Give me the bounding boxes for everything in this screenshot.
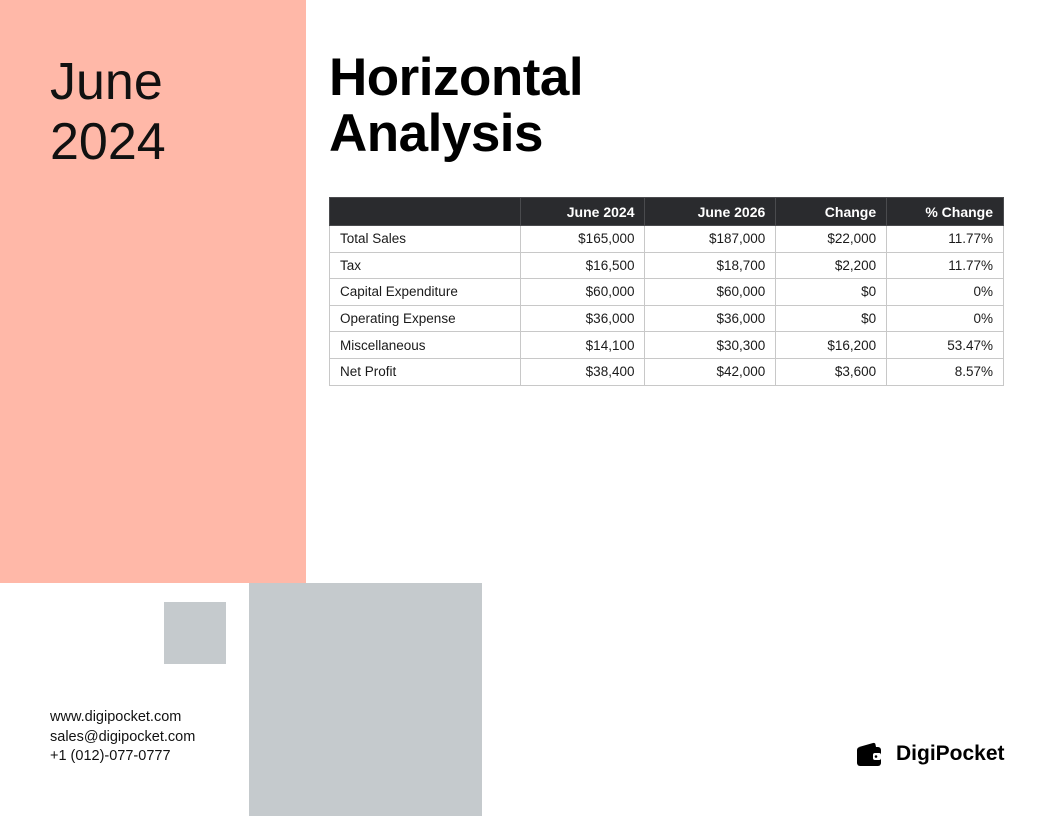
header-june-2024: June 2024 — [520, 198, 645, 226]
header-percent-change: % Change — [887, 198, 1004, 226]
cell-change: $0 — [776, 305, 887, 332]
cell-change: $3,600 — [776, 358, 887, 385]
contact-website: www.digipocket.com — [50, 709, 182, 725]
analysis-table — [329, 197, 1004, 386]
cell-june-2024: $60,000 — [520, 279, 645, 306]
date-month: June — [50, 53, 163, 111]
contact-info — [50, 708, 195, 767]
decorative-square-large — [249, 583, 482, 816]
row-label: Miscellaneous — [330, 332, 521, 359]
cell-june-2026: $18,700 — [645, 252, 776, 279]
contact-email: sales@digipocket.com — [50, 728, 196, 745]
contact-phone: +1 (012)-077-0777 — [50, 748, 171, 764]
brand-name: DigiPocket — [896, 742, 1005, 765]
cell-percent-change: 0% — [887, 279, 1004, 306]
cell-june-2024: $38,400 — [520, 358, 645, 385]
row-label: Tax — [330, 252, 521, 279]
cell-june-2024: $165,000 — [520, 226, 645, 253]
cell-percent-change: 53.47% — [887, 332, 1004, 359]
page-title — [329, 50, 583, 162]
cell-june-2026: $42,000 — [645, 358, 776, 385]
cell-percent-change: 8.57% — [887, 358, 1004, 385]
cell-percent-change: 11.77% — [887, 226, 1004, 253]
table-header-row — [330, 198, 1004, 226]
table-row — [330, 279, 1004, 306]
report-date — [50, 52, 166, 172]
cell-change: $16,200 — [776, 332, 887, 359]
header-june-2026: June 2026 — [645, 198, 776, 226]
row-label: Total Sales — [330, 226, 521, 253]
cell-change: $2,200 — [776, 252, 887, 279]
cell-percent-change: 0% — [887, 305, 1004, 332]
table-row — [330, 358, 1004, 385]
table-row — [330, 305, 1004, 332]
cell-june-2024: $14,100 — [520, 332, 645, 359]
analysis-table-container — [329, 197, 1004, 386]
brand-logo — [856, 741, 1005, 767]
table-row — [330, 226, 1004, 253]
row-label: Capital Expenditure — [330, 279, 521, 306]
cell-june-2026: $36,000 — [645, 305, 776, 332]
row-label: Net Profit — [330, 358, 521, 385]
cell-june-2024: $36,000 — [520, 305, 645, 332]
cell-change: $0 — [776, 279, 887, 306]
cell-june-2026: $187,000 — [645, 226, 776, 253]
title-line-1: Horizontal — [329, 48, 584, 107]
cell-change: $22,000 — [776, 226, 887, 253]
table-row — [330, 332, 1004, 359]
cell-june-2026: $30,300 — [645, 332, 776, 359]
header-label — [330, 198, 521, 226]
date-year: 2024 — [50, 113, 166, 171]
title-line-2: Analysis — [329, 104, 544, 163]
cell-june-2026: $60,000 — [645, 279, 776, 306]
cell-june-2024: $16,500 — [520, 252, 645, 279]
table-row — [330, 252, 1004, 279]
wallet-icon — [856, 741, 882, 767]
decorative-square-small — [164, 602, 226, 664]
row-label: Operating Expense — [330, 305, 521, 332]
header-change: Change — [776, 198, 887, 226]
cell-percent-change: 11.77% — [887, 252, 1004, 279]
